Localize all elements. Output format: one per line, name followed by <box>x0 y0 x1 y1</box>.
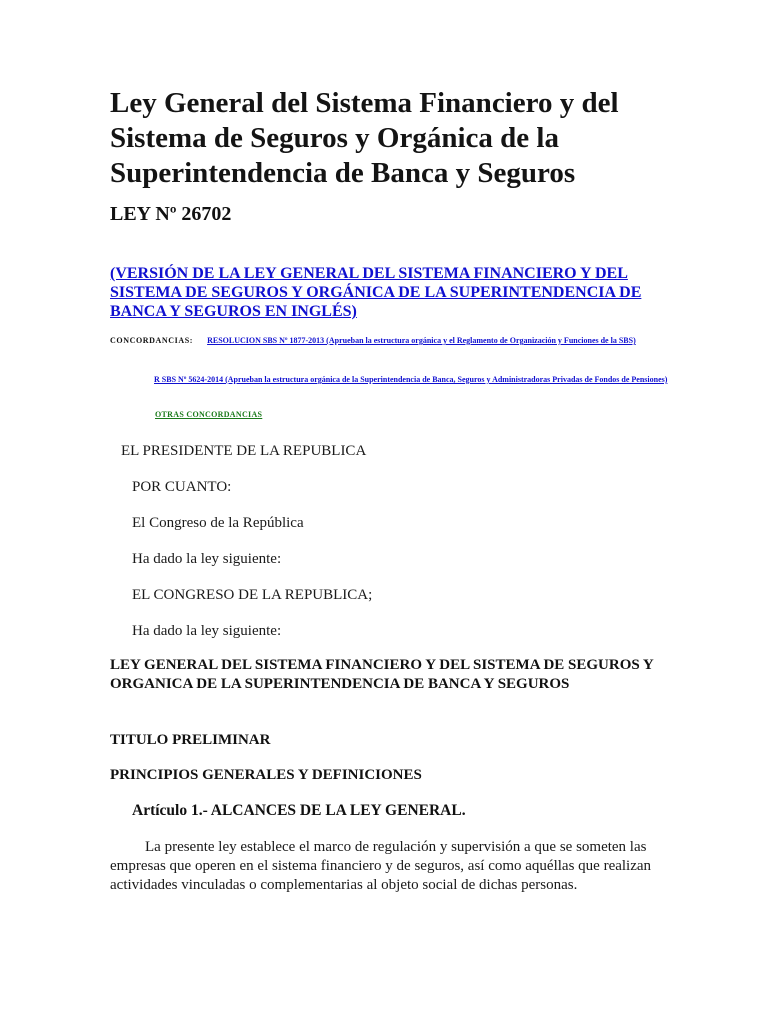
articulo-1-text <box>110 838 670 895</box>
congreso-line: El Congreso de la República <box>132 515 304 531</box>
por-cuanto-line: POR CUANTO: <box>132 479 232 495</box>
articulo-1-body: La presente ley establece el marco de regulación y supervisión a que se someten las empresas que operen en el sistema financiero y de seguros, así como aquéllas que realizan actividades vinculadas o complementarias al objeto social de dichas personas. <box>110 839 652 893</box>
english-version-link[interactable]: (VERSIÓN DE LA LEY GENERAL DEL SISTEMA FINANCIERO Y DEL SISTEMA DE SEGUROS Y ORGÁNICA DE LA SUPERINTENDENCIA DE BANCA Y SEGUROS EN INGLÉS) <box>110 265 642 320</box>
ha-dado-line-1: Ha dado la ley siguiente: <box>132 551 282 567</box>
presidente-line: EL PRESIDENTE DE LA REPUBLICA <box>121 443 367 459</box>
concordancia-link-r-sbs-5624[interactable]: R SBS Nº 5624-2014 (Aprueban la estructura orgánica de la Superintendencia de Banca, Seguros y Administradoras Privadas de Fondos de Pensiones) <box>154 375 668 384</box>
principios-heading: PRINCIPIOS GENERALES Y DEFINICIONES <box>110 767 422 783</box>
ley-general-heading: LEY GENERAL DEL SISTEMA FINANCIERO Y DEL SISTEMA DE SEGUROS Y ORGANICA DE LA SUPERINTENDENCIA DE BANCA Y SEGUROS <box>110 657 654 692</box>
articulo-1-heading: Artículo 1.- ALCANCES DE LA LEY GENERAL. <box>132 802 466 819</box>
document-title: Ley General del Sistema Financiero y del Sistema de Seguros y Orgánica de la Superintendencia de Banca y Seguros <box>110 87 619 189</box>
titulo-preliminar-heading: TITULO PRELIMINAR <box>110 732 271 748</box>
el-congreso-line: EL CONGRESO DE LA REPUBLICA; <box>132 587 373 603</box>
otras-concordancias-link[interactable]: OTRAS CONCORDANCIAS <box>155 410 263 419</box>
ha-dado-line-2: Ha dado la ley siguiente: <box>132 623 282 639</box>
concordancias-block <box>110 336 670 346</box>
concordancia-row-2 <box>110 375 670 385</box>
law-number: LEY Nº 26702 <box>110 203 232 225</box>
concordancias-label: CONCORDANCIAS: <box>110 336 194 345</box>
concordancia-link-resolucion-1877[interactable]: RESOLUCION SBS Nº 1877-2013 (Aprueban la estructura orgánica y el Reglamento de Organización y Funciones de la SBS) <box>207 336 636 345</box>
